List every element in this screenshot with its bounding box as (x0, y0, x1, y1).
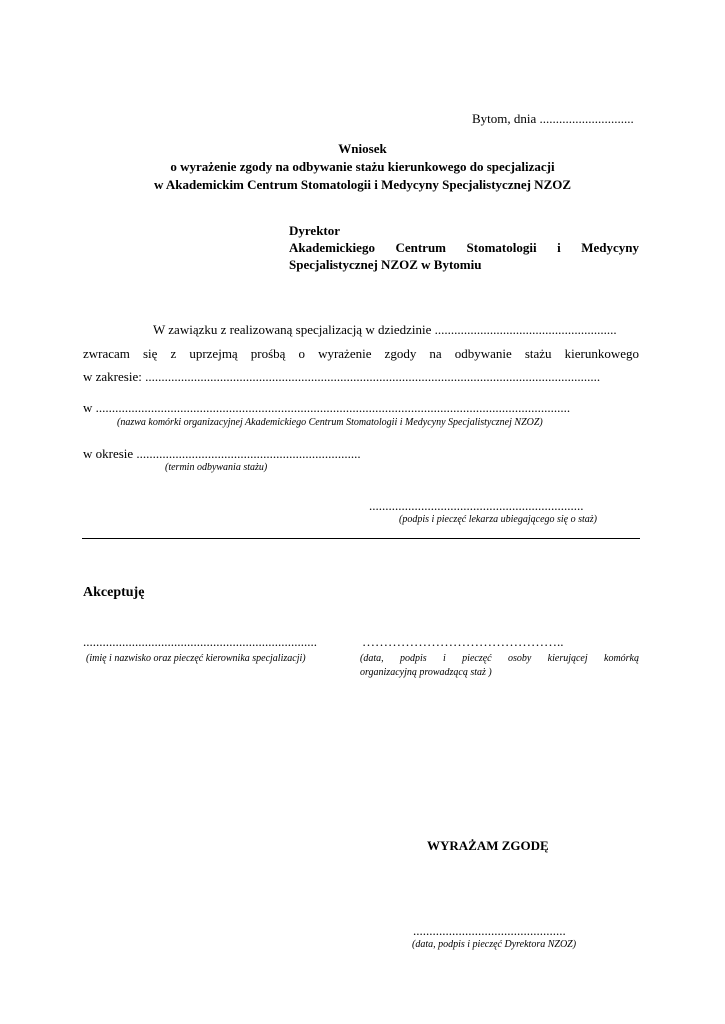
addressee-institution-line-2: Specjalistycznej NZOZ w Bytomiu (289, 257, 482, 272)
unit-head-signature-caption-line-2: organizacyjną prowadzącą staż ) (360, 667, 492, 678)
applicant-signature-caption: (podpis i pieczęć lekarza ubiegającego się o staż) (399, 514, 598, 525)
period-field: w okresie ..................................................................... (83, 446, 361, 461)
director-signature-caption: (data, podpis i pieczęć Dyrektora NZOZ) (412, 939, 577, 950)
addressee-institution-line-1: Akademickiego Centrum Stomatologii i Medycyny (289, 240, 639, 255)
specialization-field: W zawiązku z realizowaną specjalizacją w dziedzinie ........................................................ (153, 322, 617, 337)
unit-head-signature-line: ……………………………………….. (362, 634, 564, 649)
director-signature-line: ............................................... (413, 923, 566, 938)
acceptance-heading: Akceptuję (83, 585, 145, 600)
supervisor-signature-caption: (imię i nazwisko oraz pieczęć kierownika specjalizacji) (86, 653, 306, 664)
unit-field: w .................................................................................................................................................. (83, 400, 571, 415)
applicant-signature-line: .................................................................. (369, 498, 584, 513)
place-date: Bytom, dnia ............................. (472, 111, 634, 126)
section-divider (82, 538, 640, 539)
unit-caption: (nazwa komórki organizacyjnej Akademickiego Centrum Stomatologii i Medycyny Specjalistycznej NZOZ) (117, 417, 543, 428)
scope-field: w zakresie: ............................................................................................................................................ (83, 369, 601, 384)
unit-head-signature-caption-line-1: (data, podpis i pieczęć osoby kierującej komórką (360, 653, 639, 664)
consent-heading: WYRAŻAM ZGODĘ (427, 838, 549, 853)
form-title: Wniosek (338, 141, 387, 156)
supervisor-signature-line: ........................................................................ (83, 634, 317, 649)
form-subtitle-line-1: o wyrażenie zgody na odbywanie stażu kierunkowego do specjalizacji (170, 159, 555, 174)
request-text: zwracam się z uprzejmą prośbą o wyrażenie zgody na odbywanie stażu kierunkowego (83, 346, 639, 361)
addressee-title: Dyrektor (289, 223, 341, 238)
form-subtitle-line-2: w Akademickim Centrum Stomatologii i Medycyny Specjalistycznej NZOZ (153, 177, 572, 192)
period-caption: (termin odbywania stażu) (165, 462, 268, 473)
